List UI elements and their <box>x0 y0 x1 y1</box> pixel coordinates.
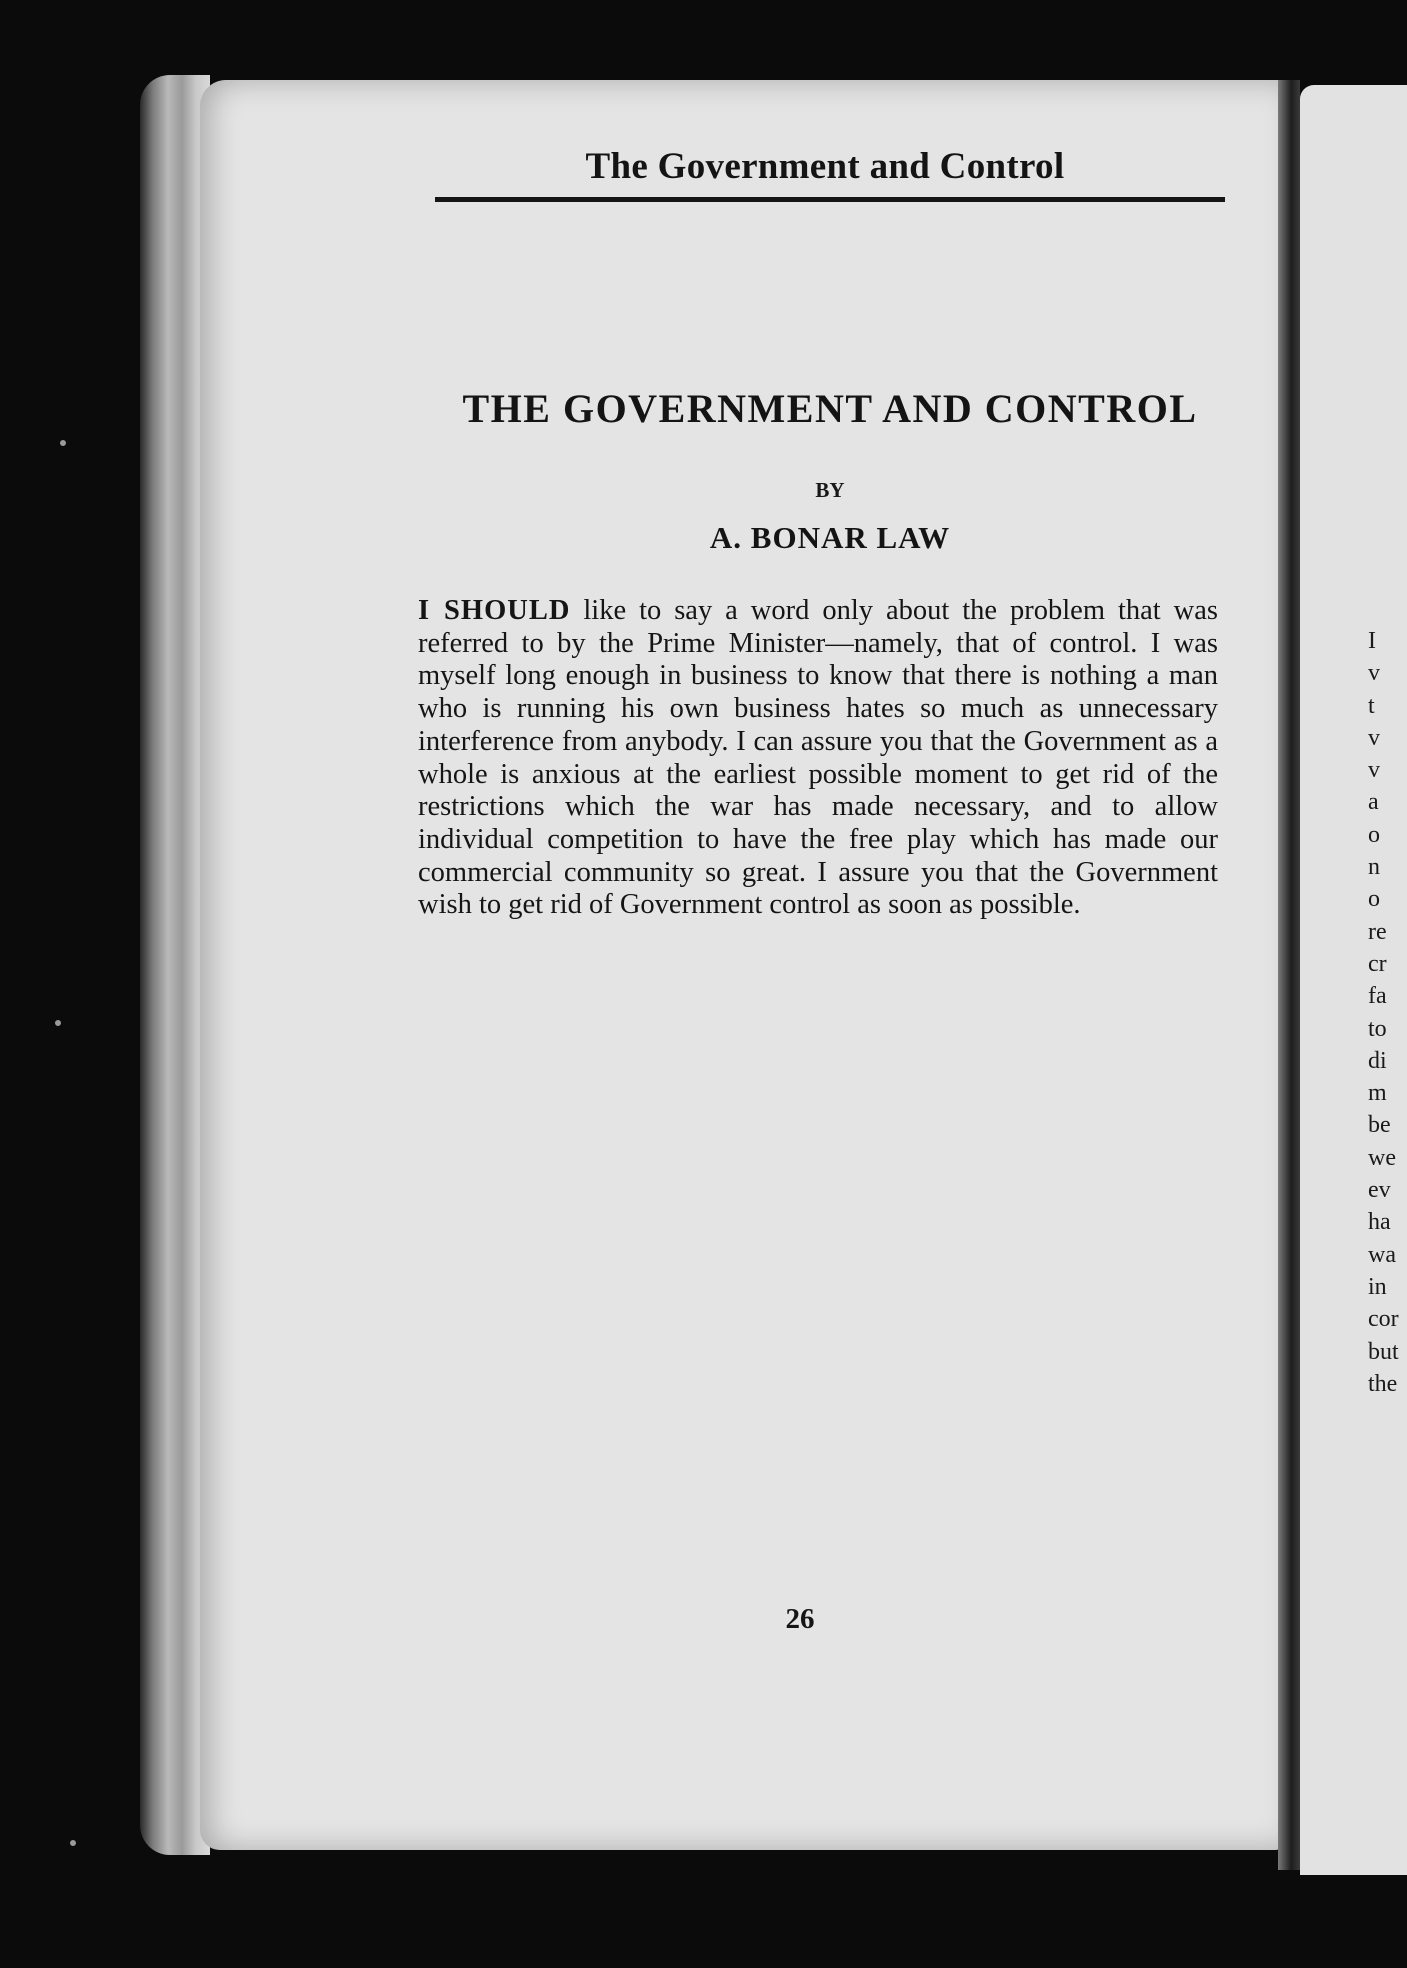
page-number: 26 <box>785 1603 815 1635</box>
facing-line-fragment: wa <box>1368 1241 1396 1268</box>
facing-line-fragment: cr <box>1368 950 1387 977</box>
facing-line-fragment: n <box>1368 854 1380 881</box>
facing-line-fragment: be <box>1368 1112 1391 1139</box>
running-head-text: The Government and Control <box>585 146 1065 187</box>
lead-in: I SHOULD <box>418 595 571 626</box>
scan-speck <box>70 1840 76 1846</box>
body-paragraph <box>418 595 1218 922</box>
facing-line-fragment: m <box>1368 1080 1387 1107</box>
scan-speck <box>55 1020 61 1026</box>
facing-line-fragment: a <box>1368 789 1379 816</box>
book-page <box>200 80 1285 1850</box>
byline: BY <box>815 478 845 502</box>
facing-page-text <box>1368 625 1407 1400</box>
body-text: like to say a word only about the problem that was referred to by the Prime Minister—namely, that of control. I was myself long enough in business to know that there is nothing a man who is running his own business hates so much as unnecessary interference from anybody. I can assure you that the Government as a whole is anxious at the earliest possible moment to get rid of the restrictions which the war has made necessary, and to allow individual competition to have the free play which has made our commercial community so great. I assure you that the Government wish to get rid of Government control as soon as possible. <box>418 595 1218 921</box>
facing-line-fragment: we <box>1368 1144 1396 1171</box>
facing-line-fragment: ha <box>1368 1209 1391 1236</box>
facing-line-fragment: v <box>1368 660 1380 687</box>
facing-line-fragment: t <box>1368 692 1375 719</box>
facing-line-fragment: re <box>1368 918 1387 945</box>
facing-line-fragment: cor <box>1368 1306 1399 1333</box>
facing-line-fragment: di <box>1368 1047 1387 1074</box>
facing-line-fragment: o <box>1368 821 1380 848</box>
facing-line-fragment: in <box>1368 1273 1387 1300</box>
facing-line-fragment: but <box>1368 1338 1399 1365</box>
scan-speck <box>60 440 66 446</box>
article-title: THE GOVERNMENT AND CONTROL <box>462 386 1198 431</box>
facing-line-fragment: ev <box>1368 1177 1391 1204</box>
author-name: A. BONAR LAW <box>709 520 951 555</box>
facing-line-fragment: I <box>1368 628 1376 654</box>
facing-line-fragment: fa <box>1368 983 1387 1010</box>
facing-line-fragment: the <box>1368 1370 1398 1397</box>
facing-line-fragment: v <box>1368 757 1380 784</box>
running-head <box>435 145 1225 202</box>
facing-line-fragment: v <box>1368 724 1380 751</box>
facing-line-fragment: o <box>1368 886 1380 913</box>
page-gutter <box>1278 80 1300 1870</box>
facing-line-fragment: to <box>1368 1015 1387 1042</box>
